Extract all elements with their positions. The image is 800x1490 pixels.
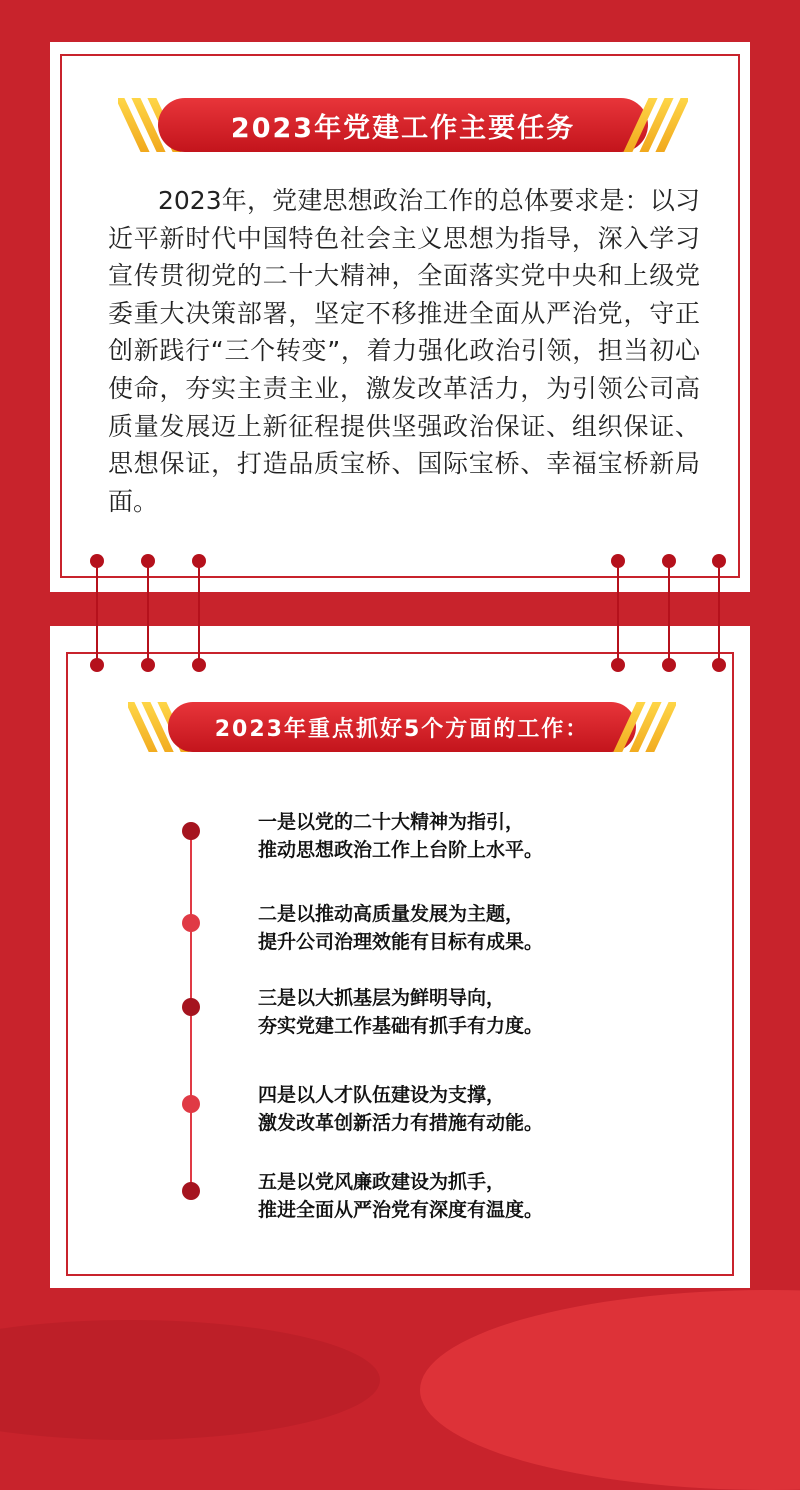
section2-title: 2023年重点抓好5个方面的工作： (168, 702, 636, 752)
timeline-text (258, 900, 638, 956)
timeline-text (258, 1081, 638, 1137)
timeline-line2: 推进全面从严治党有深度有温度。 (258, 1199, 544, 1221)
background-swoosh-left (0, 1320, 380, 1440)
timeline-line2: 夯实党建工作基础有抓手有力度。 (258, 1015, 544, 1037)
timeline-text (258, 984, 638, 1040)
timeline-line1: 三是以大抓基层为鲜明导向， (258, 987, 506, 1009)
timeline-line1: 一是以党的二十大精神为指引， (258, 811, 525, 833)
binder-ring (611, 554, 625, 672)
timeline-dot (182, 914, 200, 932)
section1-title: 2023年党建工作主要任务 (158, 98, 648, 152)
binder-ring (90, 554, 104, 672)
background-swoosh-right (420, 1290, 800, 1490)
timeline-dot (182, 1182, 200, 1200)
timeline-dot (182, 998, 200, 1016)
timeline-text (258, 808, 638, 864)
timeline-line1: 四是以人才队伍建设为支撑， (258, 1084, 506, 1106)
binder-ring (712, 554, 726, 672)
timeline-line2: 激发改革创新活力有措施有动能。 (258, 1112, 544, 1134)
section1-body: 2023年，党建思想政治工作的总体要求是：以习近平新时代中国特色社会主义思想为指导，深入学习宣传贯彻党的二十大精神，全面落实党中央和上级党委重大决策部署，坚定不移推进全面从严治党，守正创新践行“三个转变”，着力强化政治引领，担当初心使命，夯实主责主业，激发改革活力，为引领公司高质量发展迈上新征程提供坚强政治保证、组织保证、思想保证，打造品质宝桥、国际宝桥、幸福宝桥新局面。 (108, 186, 700, 516)
timeline-line2: 提升公司治理效能有目标有成果。 (258, 931, 544, 953)
timeline-text (258, 1168, 638, 1224)
ribbon-right-stripes (606, 702, 676, 752)
section2-title-ribbon (128, 702, 676, 752)
timeline-line1: 二是以推动高质量发展为主题， (258, 903, 525, 925)
timeline-line2: 推动思想政治工作上台阶上水平。 (258, 839, 544, 861)
timeline-line1: 五是以党风廉政建设为抓手， (258, 1171, 506, 1193)
binder-ring (141, 554, 155, 672)
section1-title-ribbon (118, 98, 688, 152)
timeline-dot (182, 1095, 200, 1113)
binder-ring (192, 554, 206, 672)
timeline-dot (182, 822, 200, 840)
ribbon-right-stripes (618, 98, 688, 152)
binder-ring (662, 554, 676, 672)
